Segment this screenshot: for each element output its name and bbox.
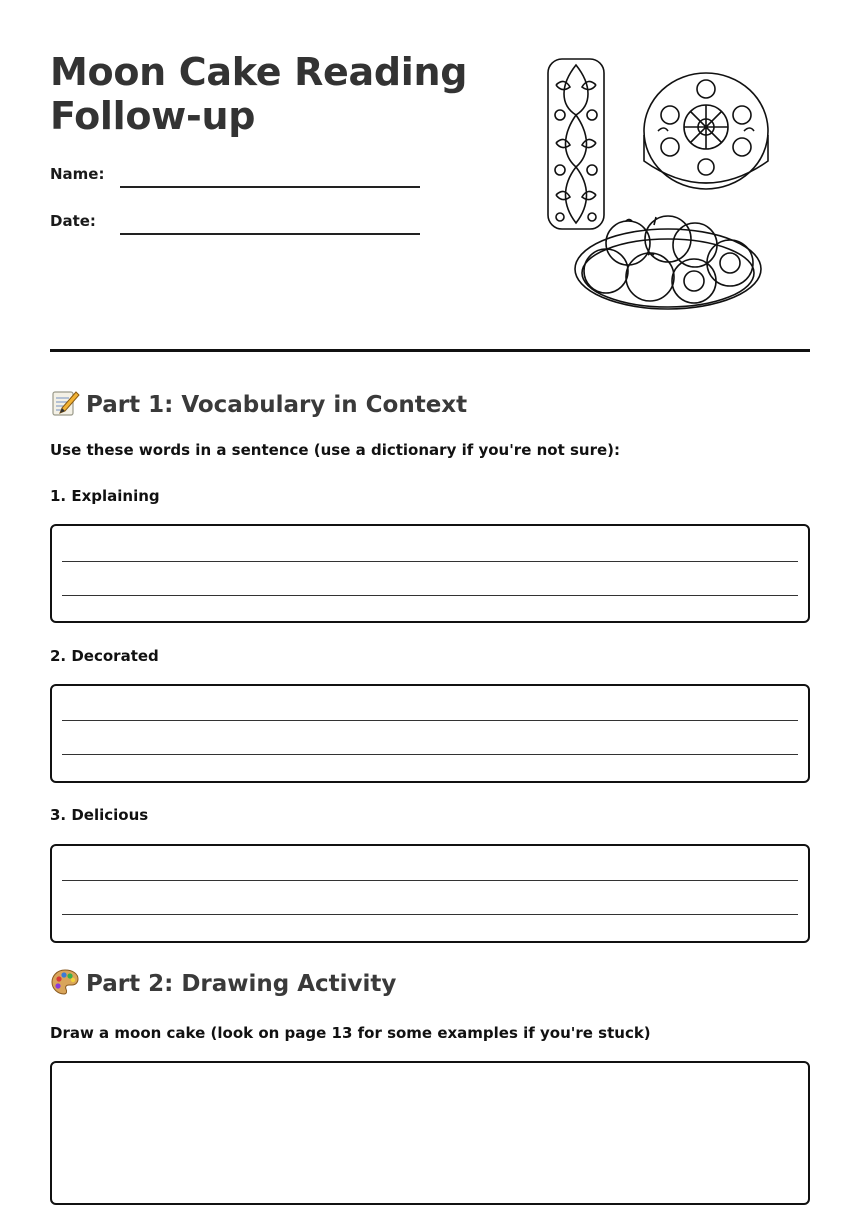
ornament-panel xyxy=(548,59,604,229)
memo-icon xyxy=(50,388,80,418)
part2-instructions: Draw a moon cake (look on page 13 for some examples if you're stuck) xyxy=(50,1024,651,1042)
drawing-area[interactable] xyxy=(50,1061,810,1205)
page-title xyxy=(50,50,490,138)
vocab-label-delicious: 3. Delicious xyxy=(50,806,149,824)
name-label: Name: xyxy=(50,165,105,183)
writing-line xyxy=(62,914,798,915)
mooncake-illustration xyxy=(540,55,780,315)
part1-heading-text: Part 1: Vocabulary in Context xyxy=(86,392,468,418)
date-field xyxy=(50,212,420,242)
vocab-answer-box-explaining[interactable] xyxy=(50,524,810,623)
title-line-2: Follow-up xyxy=(50,94,256,138)
date-label: Date: xyxy=(50,212,96,230)
part2-heading xyxy=(50,967,396,999)
writing-line xyxy=(62,595,798,596)
name-input-line[interactable] xyxy=(120,186,420,188)
part1-instructions: Use these words in a sentence (use a dictionary if you're not sure): xyxy=(50,441,621,459)
title-line-1: Moon Cake Reading xyxy=(50,50,468,94)
plate-of-sweets xyxy=(575,216,761,309)
vocab-label-explaining: 1. Explaining xyxy=(50,487,160,505)
name-field xyxy=(50,165,420,195)
part2-heading-text: Part 2: Drawing Activity xyxy=(86,971,397,997)
vocab-answer-box-delicious[interactable] xyxy=(50,844,810,943)
vocab-answer-box-decorated[interactable] xyxy=(50,684,810,783)
writing-line xyxy=(62,720,798,721)
writing-line xyxy=(62,561,798,562)
writing-line xyxy=(62,880,798,881)
round-mooncake xyxy=(644,73,768,189)
part1-heading xyxy=(50,388,467,420)
vocab-label-decorated: 2. Decorated xyxy=(50,647,159,665)
date-input-line[interactable] xyxy=(120,233,420,235)
header-divider xyxy=(50,349,810,352)
palette-icon xyxy=(50,967,80,997)
writing-line xyxy=(62,754,798,755)
worksheet-page xyxy=(50,0,810,1161)
